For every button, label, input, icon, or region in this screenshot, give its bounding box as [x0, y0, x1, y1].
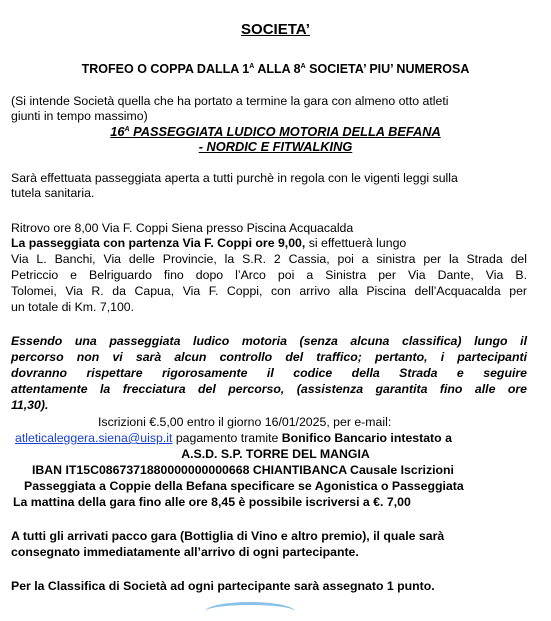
registration-line-4: IBAN IT15C0867371880000000000668 CHIANTIBANCA Causale Iscrizioni: [32, 463, 454, 477]
event-title-number: 16: [110, 124, 125, 139]
warning-line-1: Essendo una passeggiata ludico motoria (senza alcuna classifica) lungo il: [11, 334, 527, 348]
event-title-sup: A: [124, 126, 130, 133]
route-line-3: Petriccio e Belriguardo fino dopo l’Arco poi a Sinistra per Via Dante, Via B.: [11, 268, 527, 282]
trophy-text-mid: ALLA 8: [254, 62, 301, 76]
registration-line-3: A.S.D. S.P. TORRE DEL MANGIA: [181, 447, 370, 461]
arrivals-line-2: consegnato immediatamente all’arrivo di ogni partecipante.: [11, 545, 359, 559]
payment-bold: Bonifico Bancario intestato a: [281, 431, 452, 445]
email-link[interactable]: atleticaleggera.siena@uisp.it: [15, 431, 173, 445]
registration-line-2: [15, 431, 452, 446]
event-title-line-2: - NORDIC E FITWALKING: [198, 139, 353, 154]
payment-text: pagamento tramite: [172, 431, 282, 445]
trophy-text-end: SOCIETA’ PIU’ NUMEROSA: [305, 62, 470, 76]
registration-line-1: Iscrizioni €.5,00 entro il giorno 16/01/2025, per e-mail:: [98, 415, 392, 429]
intro-line-1: Sarà effettuata passeggiata aperta a tutti purchè in regola con le vigenti leggi sulla: [11, 171, 458, 185]
registration-line-5: Passeggiata a Coppie della Befana specificare se Agonistica o Passeggiata: [24, 479, 464, 493]
warning-line-4: attentamente la frecciatura del percorso, (assistenza garantita fino alle ore: [11, 382, 527, 396]
page-title: SOCIETA’: [241, 21, 310, 38]
arrivals-line-1: A tutti gli arrivati pacco gara (Bottiglia di Vino e altro premio), il quale sarà: [11, 529, 445, 543]
trophy-heading: [0, 62, 551, 77]
event-title-line-1: [0, 124, 551, 139]
trophy-sup-2: A: [300, 63, 306, 70]
intro-line-2: tutela sanitaria.: [11, 186, 95, 200]
registration-line-6: La mattina della gara fino alle ore 8,45 è possibile iscriversi a €. 7,00: [13, 495, 411, 509]
route-line-1: [11, 236, 406, 251]
logo-fragment: [205, 602, 295, 621]
route-line-4: Tolomei, Via R. da Capua, Via F. Coppi, con arrivo alla Piscina dell’Acquacalda per: [11, 284, 527, 298]
warning-line-3: dovranno rispettare rigorosamente il codice della Strada e seguire: [11, 366, 527, 380]
warning-line-5: 11,30).: [11, 398, 49, 412]
route-start-rest: si effettuerà lungo: [305, 236, 407, 250]
route-line-2: Via L. Banchi, Via delle Provincie, la S.R. 2 Cassia, poi a sinistra per la Strada del: [11, 252, 527, 266]
route-start-bold: La passeggiata con partenza Via F. Coppi ore 9,00,: [11, 236, 306, 250]
route-line-5: un totale di Km. 7,100.: [11, 300, 135, 314]
trophy-sup-1: A: [249, 63, 255, 70]
note-line-2: giunti in tempo massimo): [11, 109, 148, 123]
points-line: Per la Classifica di Società ad ogni partecipante sarà assegnato 1 punto.: [11, 579, 435, 593]
warning-line-2: percorso non vi sarà alcun controllo del traffico; pertanto, i partecipanti: [11, 350, 527, 364]
trophy-text-start: TROFEO O COPPA DALLA 1: [81, 62, 250, 76]
note-line-1: (Si intende Società quella che ha portato a termine la gara con almeno otto atleti: [11, 94, 449, 108]
ritrovo-line: Ritrovo ore 8,00 Via F. Coppi Siena presso Piscina Acquacalda: [11, 221, 354, 235]
event-title-text: PASSEGGIATA LUDICO MOTORIA DELLA BEFANA: [129, 124, 441, 139]
